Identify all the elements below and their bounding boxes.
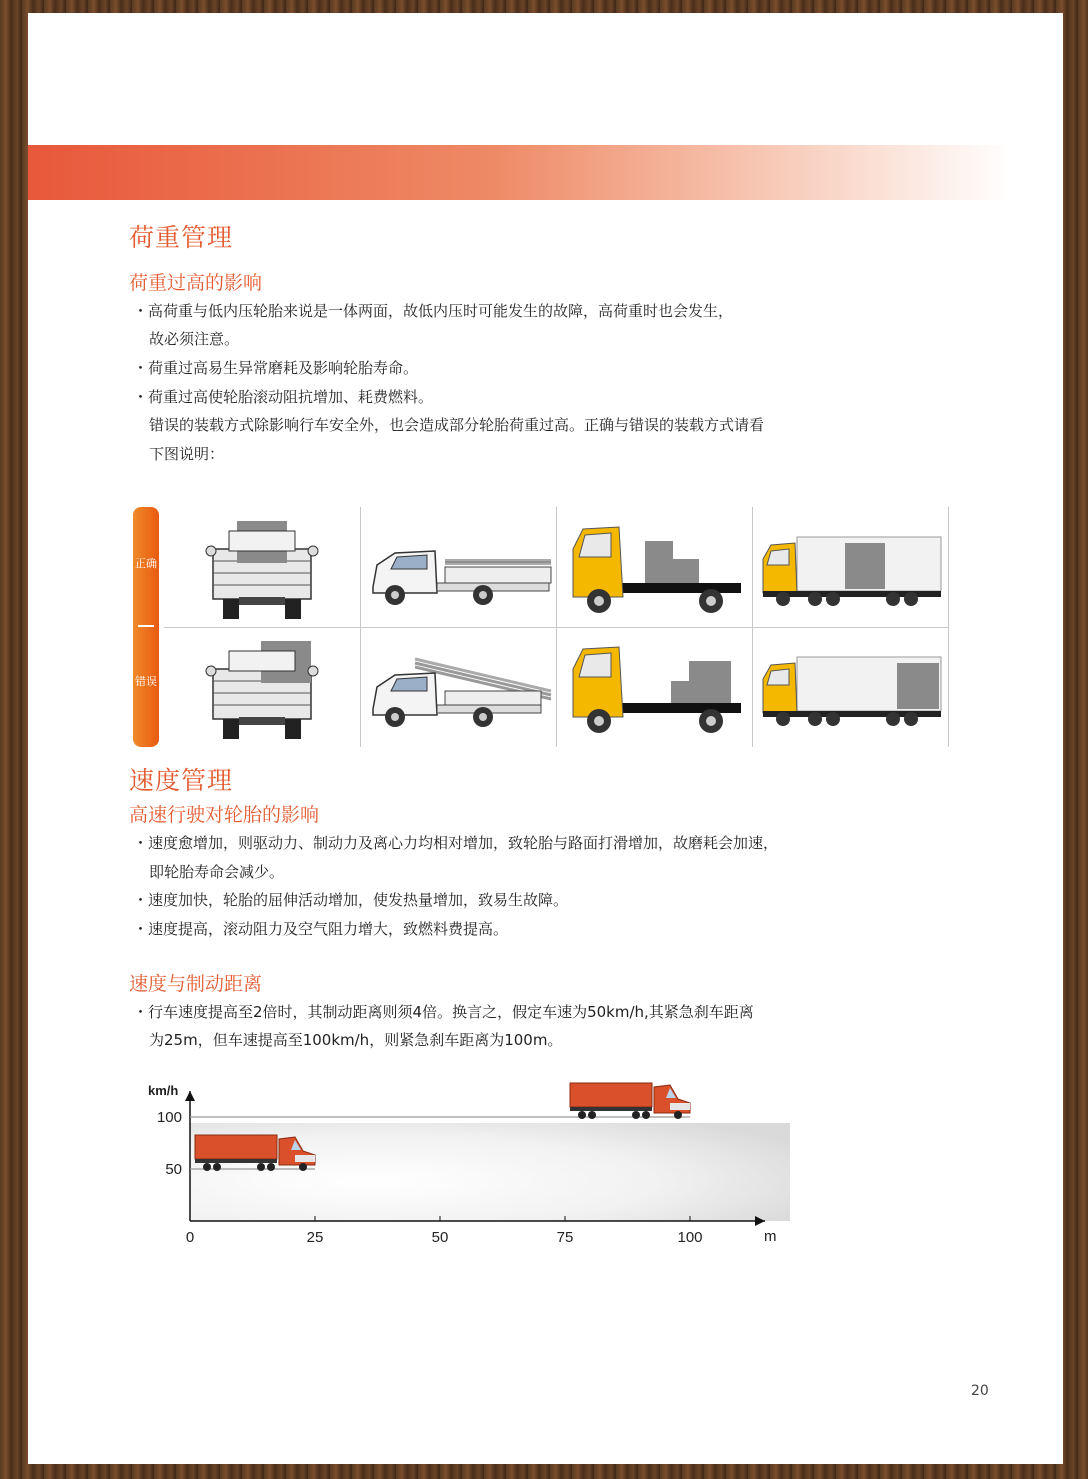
pickup-wrong-image — [365, 629, 555, 747]
bullet: ・荷重过高使轮胎滚动阻抗增加、耗费燃料。 — [133, 388, 434, 406]
page-number: 20 — [971, 1383, 989, 1399]
section-title-speed: 速度管理 — [129, 766, 234, 795]
subtitle-speed: 高速行驶对轮胎的影响 — [129, 804, 320, 826]
bullet-continuation: 错误的装载方式除影响行车安全外，也会造成部分轮胎荷重过高。正确与错误的装载方式请看 — [149, 416, 765, 434]
bullet-continuation: 下图说明： — [149, 445, 225, 463]
label-wrong: 错误 — [135, 675, 157, 688]
label-divider — [138, 625, 154, 627]
x-axis-label: m — [764, 1228, 777, 1245]
pickup-correct-image — [365, 509, 555, 627]
x-tick-label: 75 — [556, 1229, 574, 1246]
bullet: ・高荷重与低内压轮胎来说是一体两面，故低内压时可能发生的故障，高荷重时也会发生， — [133, 302, 734, 320]
y-tick-label: 100 — [156, 1109, 182, 1126]
chart-svg — [138, 1081, 798, 1261]
bullet: ・速度加快，轮胎的屈伸活动增加，使发热量增加，致易生故障。 — [133, 891, 569, 909]
y-axis-label: km/h — [148, 1083, 179, 1098]
speed-braking-chart — [138, 1081, 798, 1261]
loading-comparison-grid — [133, 507, 953, 749]
truck-rear-correct-image — [169, 509, 359, 627]
bullet-continuation: 故必须注意。 — [149, 330, 240, 348]
box-truck-wrong-image — [757, 629, 947, 747]
subtitle-braking: 速度与制动距离 — [129, 973, 263, 995]
x-tick-label: 50 — [431, 1229, 449, 1246]
y-tick-label: 50 — [165, 1161, 182, 1178]
header-banner — [28, 145, 1063, 200]
truck-rear-wrong-image — [169, 629, 359, 747]
yellow-flatbed-wrong-image — [561, 629, 751, 747]
x-tick-label: 25 — [306, 1229, 324, 1246]
bullet-continuation: 为25m，但车速提高至100km/h，则紧急刹车距离为100m。 — [149, 1031, 563, 1049]
correct-wrong-label-bar — [133, 507, 159, 747]
label-correct: 正确 — [135, 557, 157, 570]
yellow-flatbed-correct-image — [561, 509, 751, 627]
bullet: ・荷重过高易生异常磨耗及影响轮胎寿命。 — [133, 359, 419, 377]
document-page — [28, 13, 1063, 1464]
bullet: ・行车速度提高至2倍时，其制动距离则须4倍。换言之，假定车速为50km/h,其紧急刹车距离 — [133, 1003, 754, 1021]
x-tick-label: 100 — [677, 1229, 703, 1246]
semi-truck-icon — [570, 1083, 690, 1119]
box-truck-correct-image — [757, 509, 947, 627]
bullet: ・速度提高，滚动阻力及空气阻力增大，致燃料费提高。 — [133, 920, 509, 938]
bullet-continuation: 即轮胎寿命会减少。 — [149, 863, 285, 881]
y-axis-arrow — [185, 1091, 195, 1101]
x-tick-label: 0 — [185, 1229, 195, 1246]
section-title-load: 荷重管理 — [129, 223, 234, 252]
bullet: ・速度愈增加，则驱动力、制动力及离心力均相对增加，致轮胎与路面打滑增加，故磨耗会加速， — [133, 834, 779, 852]
subtitle-load: 荷重过高的影响 — [129, 272, 263, 294]
